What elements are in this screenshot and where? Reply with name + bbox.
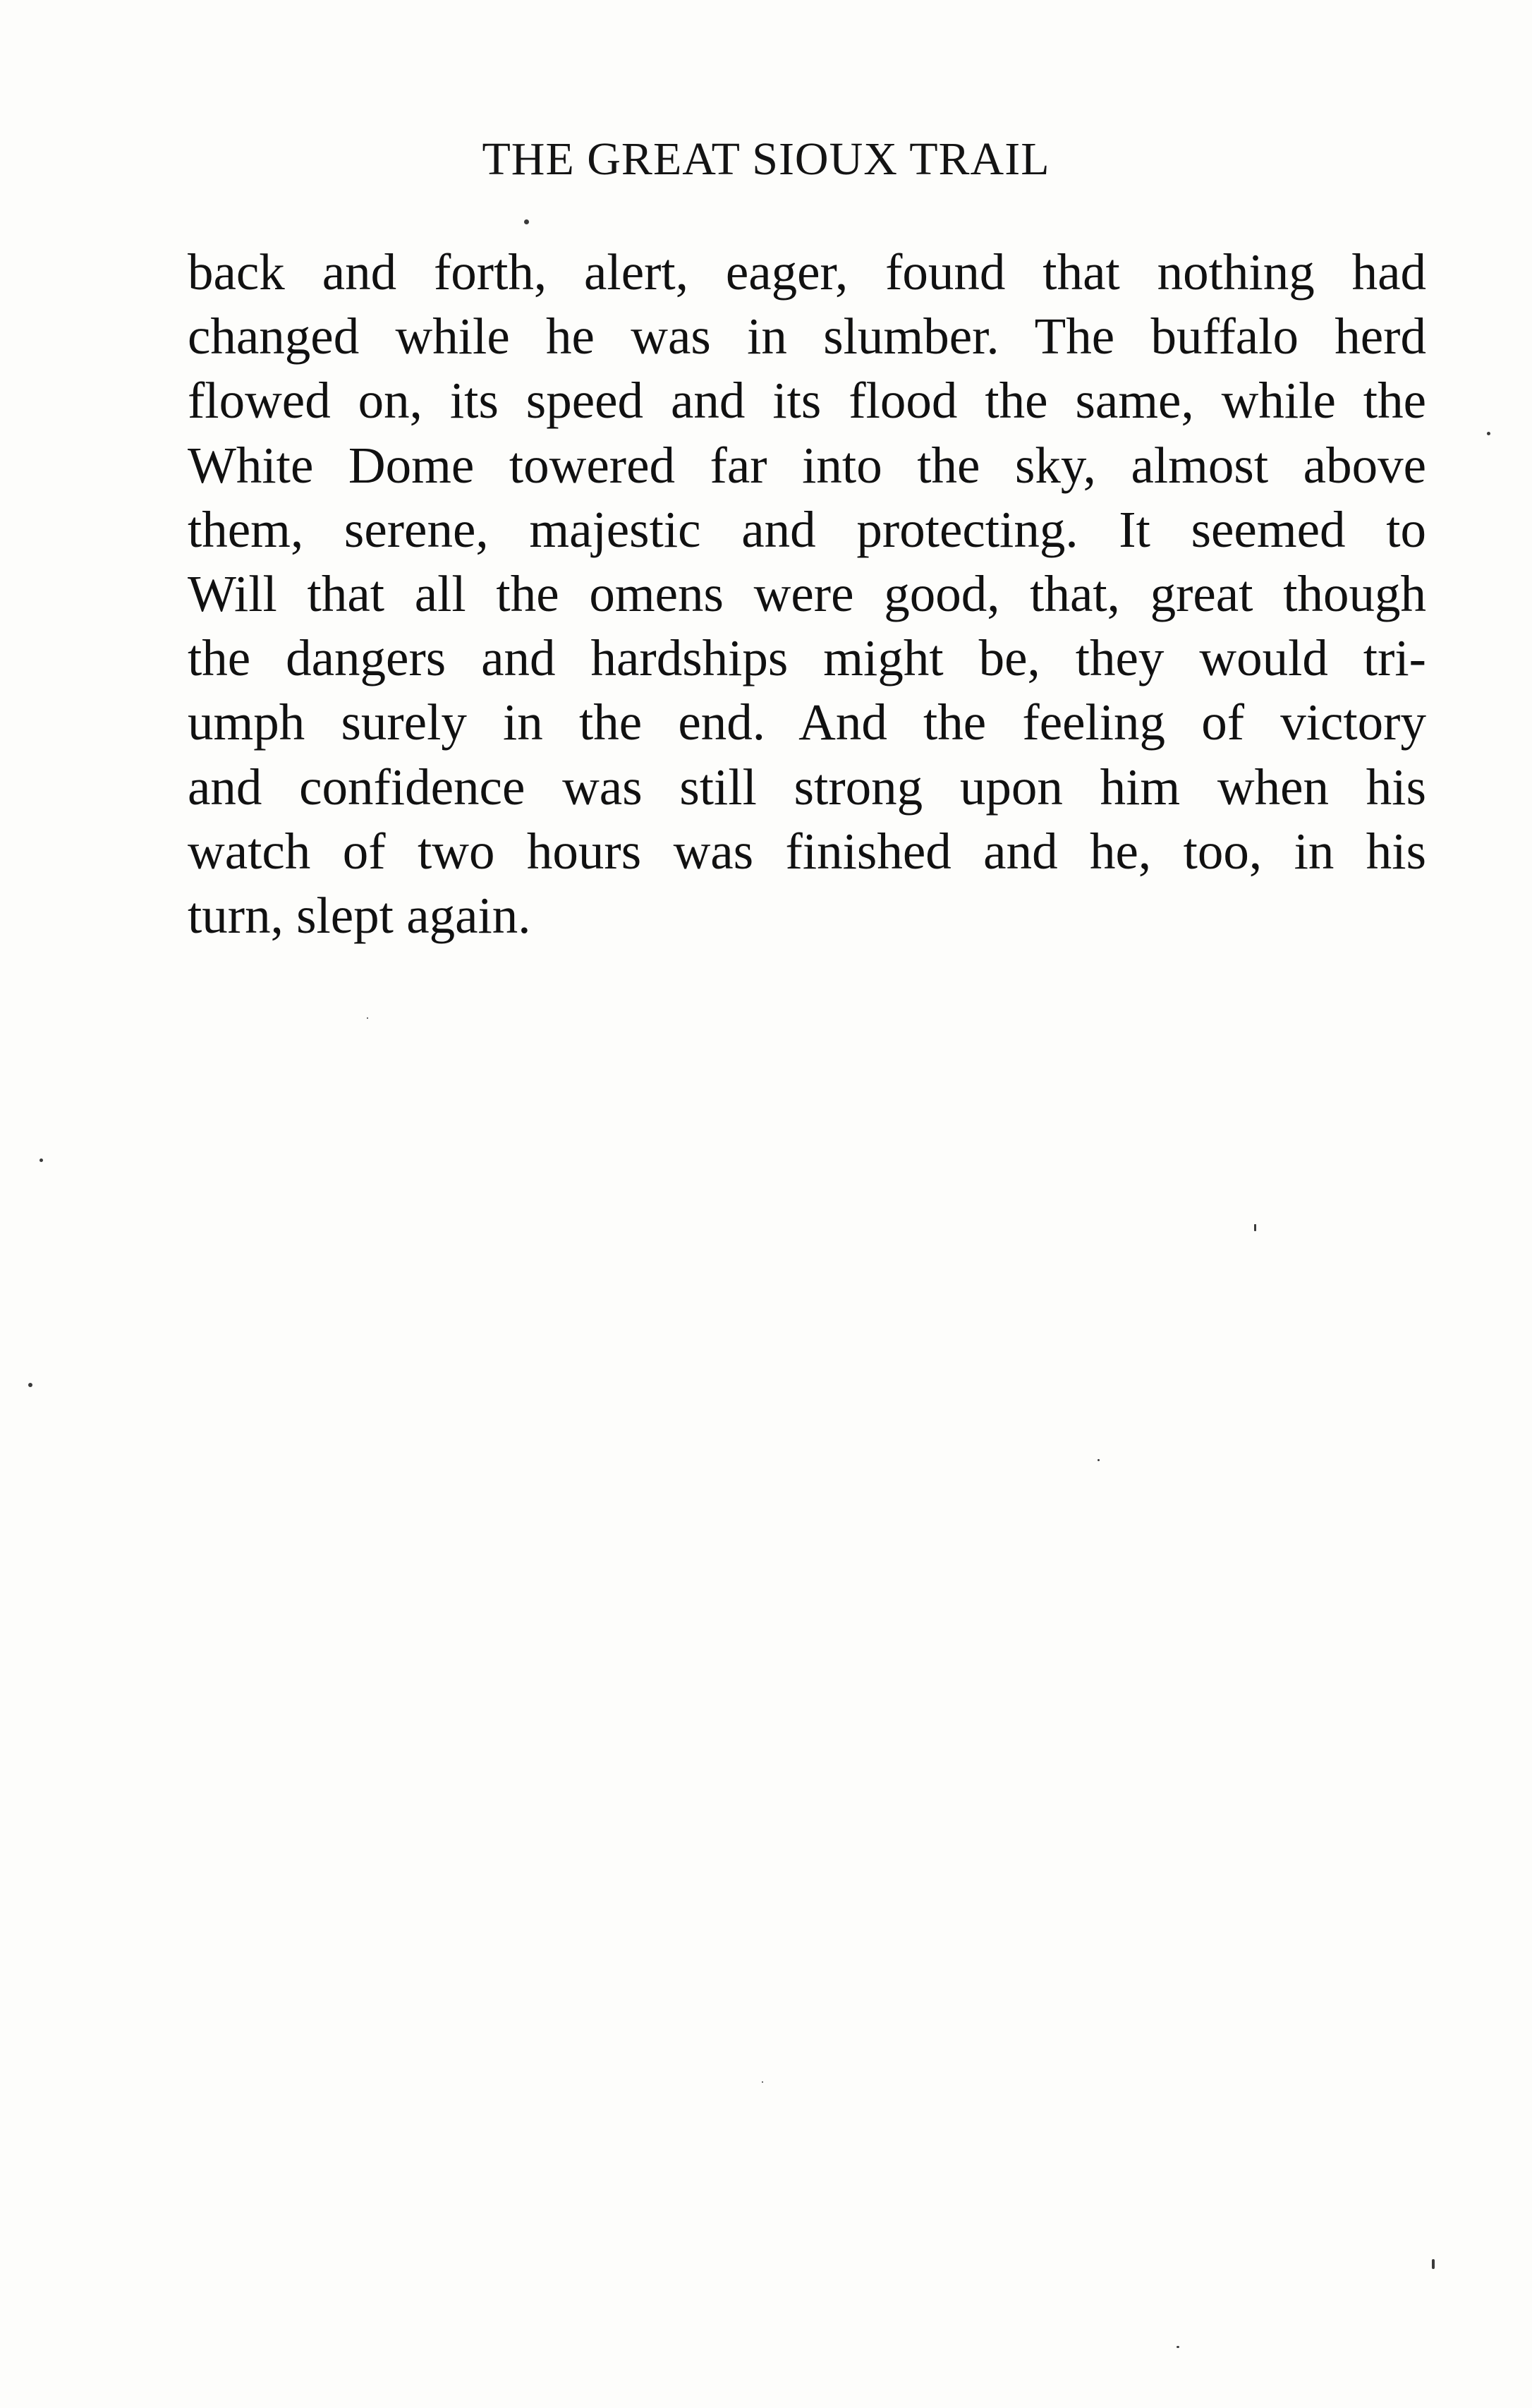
scan-speck — [39, 1158, 43, 1162]
body-text — [188, 240, 1426, 948]
scan-speck — [1254, 1224, 1256, 1231]
scan-speck — [1177, 2346, 1179, 2348]
text-line-7: the dangers and hardships might be, they would tri- — [188, 629, 1426, 687]
scan-speck — [762, 2081, 763, 2083]
text-line-1: back and forth, alert, eager, found that nothing had — [188, 243, 1426, 301]
text-line-9: and confidence was still strong upon him when his — [188, 758, 1426, 816]
scan-speck — [1098, 1459, 1100, 1461]
scan-speck — [28, 1383, 32, 1387]
text-line-5: them, serene, majestic and protecting. It seemed to — [188, 500, 1426, 558]
text-line-4: White Dome towered far into the sky, almost above — [188, 436, 1426, 494]
text-line-3: flowed on, its speed and its flood the same, while the — [188, 372, 1426, 430]
scan-speck — [1487, 432, 1490, 435]
scan-speck — [524, 219, 529, 224]
scan-speck — [367, 1017, 368, 1019]
text-line-8: umph surely in the end. And the feeling of victory — [188, 694, 1426, 751]
text-line-6: Will that all the omens were good, that, great though — [188, 564, 1426, 622]
text-line-10: watch of two hours was finished and he, too, in his — [188, 822, 1426, 880]
text-line-2: changed while he was in slumber. The buffalo herd — [188, 308, 1426, 365]
running-head: THE GREAT SIOUX TRAIL — [482, 133, 1050, 185]
text-line-11: turn, slept again. — [188, 886, 531, 944]
scan-speck — [1432, 2259, 1435, 2269]
